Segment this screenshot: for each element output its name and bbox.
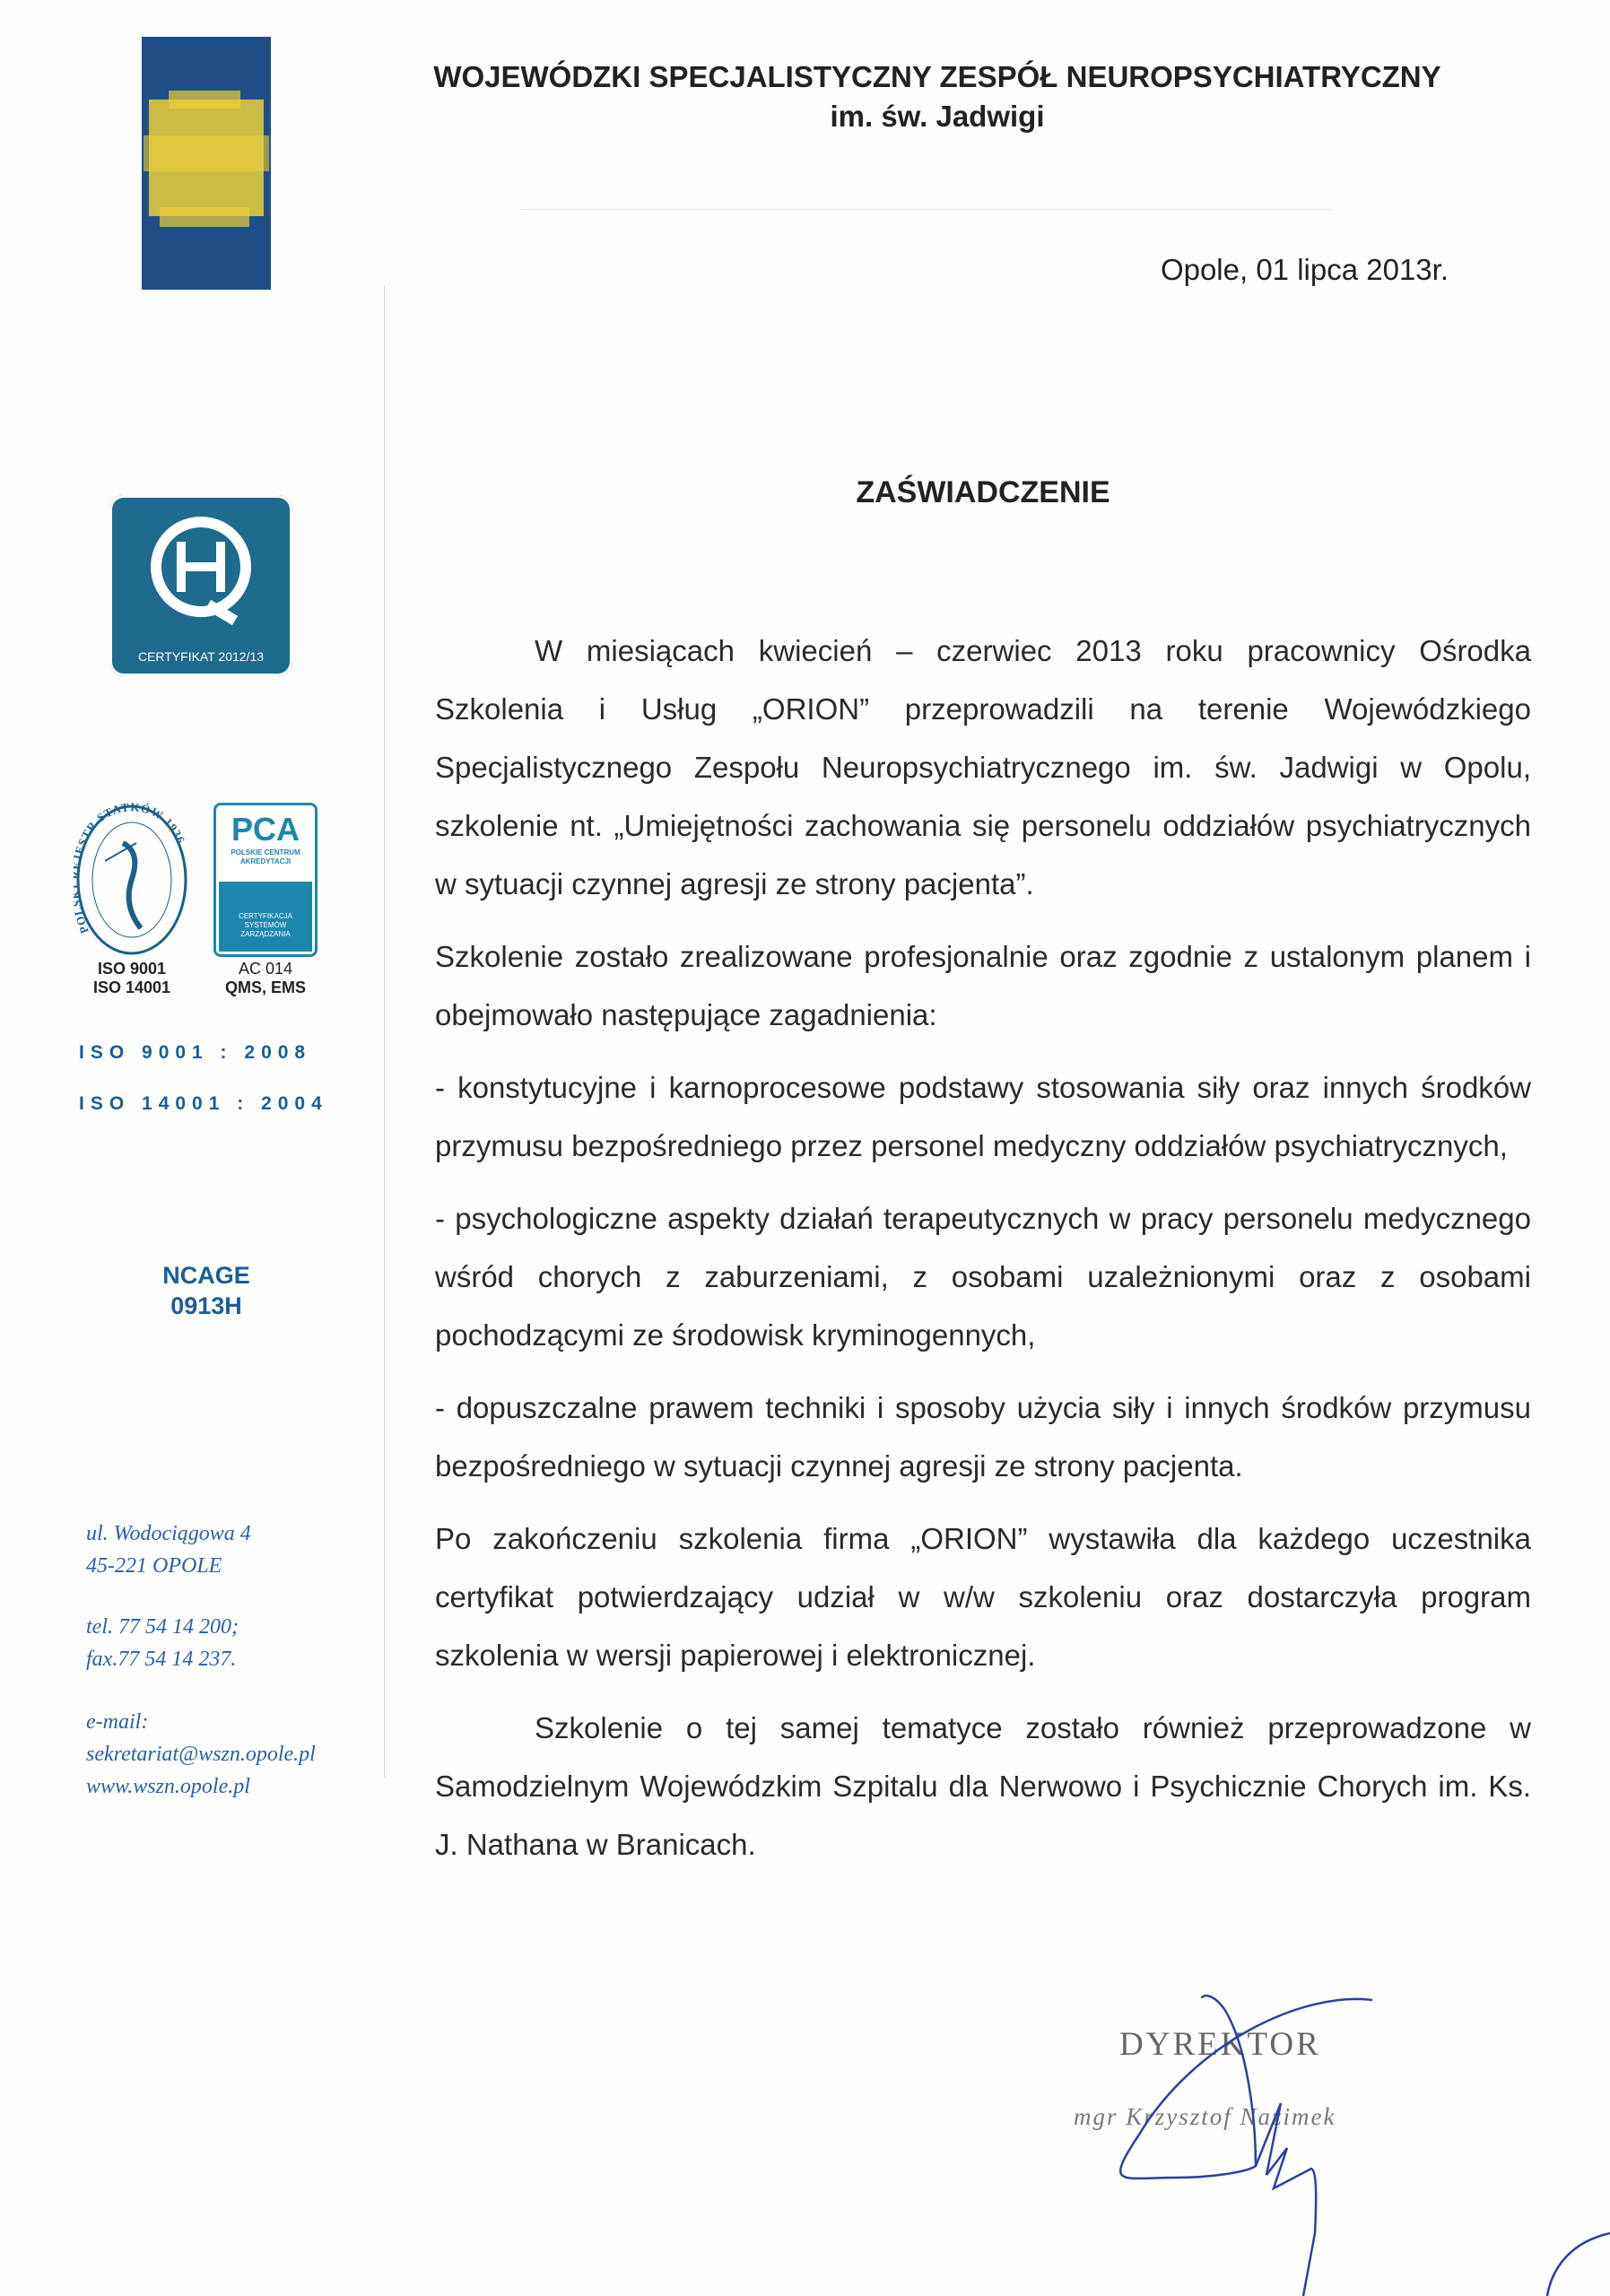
iso-14001-line: ISO 14001 : 2004 bbox=[79, 1093, 328, 1114]
institution-name: WOJEWÓDZKI SPECJALISTYCZNY ZESPÓŁ NEUROPSYCHIATRYCZNY bbox=[433, 60, 1441, 93]
polski-rejestr-statkow-seal bbox=[74, 803, 190, 957]
prs-seal-text: PO STR STATKÓW 1936 bbox=[74, 803, 188, 936]
header-divider bbox=[520, 209, 1332, 210]
paragraph: Szkolenie zostało zrealizowane profesjonalnie oraz zgodnie z ustalonym planem i obejmowało następujące zagadnienia: bbox=[435, 940, 1531, 1031]
document-body bbox=[435, 622, 1531, 1888]
letterhead-title bbox=[296, 57, 1579, 136]
phone-fax: tel. 77 54 14 200; fax.77 54 14 237. bbox=[86, 1615, 239, 1671]
pca-accreditation-logo: PCA POLSKIE CENTRUM AKREDYTACJI CERTYFIKACJA SYSTEMÓW ZARZĄDZANIA bbox=[213, 803, 318, 957]
handwritten-signature bbox=[1031, 1973, 1610, 2296]
paragraph: W miesiącach kwiecień – czerwiec 2013 roku pracownicy Ośrodka Szkolenia i Usług „ORION” przeprowadzili na terenie Wojewódzkiego Specjalistycznego Zespołu Neuropsychiatrycznego im. św. Jadwigi w Opolu, szkolenie nt. „Umiejętności zachowania się personelu oddziałów psychiatrycznych w sytuacji czynnej agresji ze strony pacjenta”. bbox=[435, 634, 1531, 900]
iso-9001-line: ISO 9001 : 2008 bbox=[79, 1042, 312, 1063]
letter-date: Opole, 01 lipca 2013r. bbox=[1160, 253, 1449, 286]
prs-iso-labels: ISO 9001 ISO 14001 bbox=[92, 960, 171, 996]
paragraph: Szkolenie o tej samej tematyce zostało również przeprowadzone w Samodzielnym Wojewódzkim Szpitalu dla Nerwowo i Psychicznie Chorych im. Ks. J. Nathana w Branicach. bbox=[435, 1711, 1531, 1861]
qh-certificate-logo bbox=[109, 495, 292, 676]
paragraph: Po zakończeniu szkolenia firma „ORION” wystawiła dla każdego uczestnika certyfikat potwierdzający udział w w/w szkoleniu oraz dostarczyła program szkolenia w wersji papierowej i elektronicznej. bbox=[435, 1522, 1531, 1672]
email-web: e-mail: sekretariat@wszn.opole.pl www.wszn.opole.pl bbox=[86, 1706, 316, 1803]
postal-address: ul. Wodociągowa 4 45-221 OPOLE bbox=[86, 1522, 251, 1578]
email-link[interactable]: sekretariat@wszn.opole.pl bbox=[86, 1743, 316, 1766]
document-title: ZAŚWIADCZENIE bbox=[856, 475, 1110, 509]
list-item: - psychologiczne aspekty działań terapeutycznych w pracy personelu medycznego wśród chorych z zaburzeniami, z osobami uzależnionymi oraz z osobami pochodzącymi ze środowisk kryminogennych, bbox=[435, 1202, 1531, 1352]
signatory-name: mgr Krzysztof Nazimek bbox=[1074, 2103, 1336, 2130]
sidebar-divider bbox=[384, 285, 385, 1779]
list-item: - dopuszczalne prawem techniki i sposoby użycia siły i innych środków przymusu bezpośredniego w sytuacji czynnej agresji ze strony pacjenta. bbox=[435, 1391, 1531, 1483]
list-item: - konstytucyjne i karnoprocesowe podstawy stosowania siły oraz innych środków przymusu bezpośredniego przez personel medyczny oddziałów psychiatrycznych, bbox=[435, 1071, 1531, 1162]
pca-codes: AC 014 QMS, EMS bbox=[224, 960, 306, 996]
website-link[interactable]: www.wszn.opole.pl bbox=[86, 1775, 250, 1798]
institution-logo bbox=[142, 37, 271, 290]
ncage-code: NCAGE 0913H bbox=[162, 1262, 250, 1319]
qh-certificate-text: CERTYFIKAT 2012/13 bbox=[137, 649, 265, 664]
signatory-role: DYREKTOR bbox=[1119, 2026, 1321, 2063]
institution-patron: im. św. Jadwigi bbox=[830, 100, 1045, 133]
